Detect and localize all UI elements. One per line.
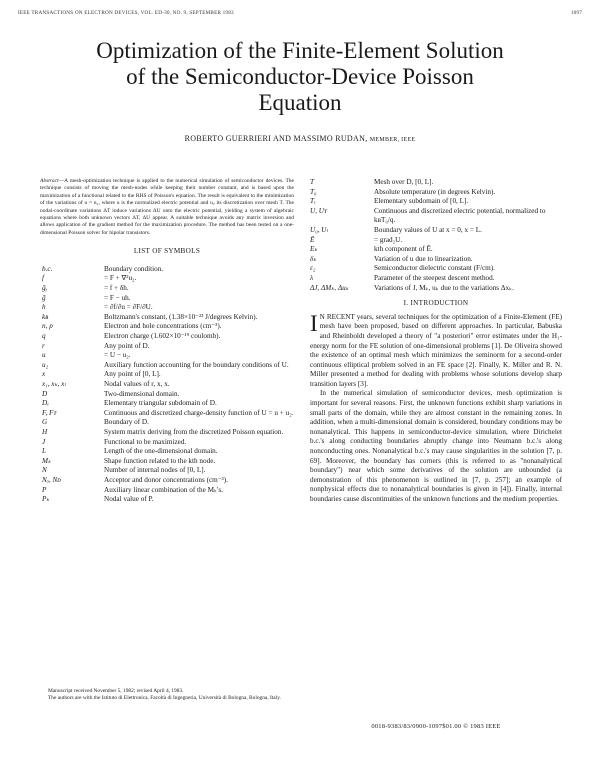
abstract-label: Abstract bbox=[40, 178, 59, 184]
symbol-definition: Electron and hole concentrations (cm⁻³). bbox=[104, 322, 222, 331]
symbol: kʙ bbox=[42, 312, 49, 321]
symbol: Nₐ, Nᴅ bbox=[42, 475, 61, 484]
symbol-definition: Boundary values of U at x = 0, x = L. bbox=[374, 225, 482, 234]
symbol: n, p bbox=[42, 322, 53, 331]
paper-title bbox=[20, 38, 580, 116]
symbol-row bbox=[40, 332, 294, 342]
symbol-list-left bbox=[40, 265, 294, 505]
author-membership: MEMBER, IEEE bbox=[369, 137, 416, 143]
right-column bbox=[310, 178, 562, 505]
symbol-row bbox=[310, 197, 562, 207]
intro-paragraph-1-text: N RECENT years, several techniques for the optimization of a Finite-Element (FE) mesh have been proposed, based on different approaches. In particular, Babuska and Rheinboldt developed a theory of "a posteriori" error estimates under the H₁-energy norm for the FE solution of one-dimensional problems [1]. De Oliveira showed the existence of an optimal mesh which minimizes the seminorm for a second-order continuous elliptical problem solved in an FE space [2]. Finally, K. Miller and R. N. Miller presented a method for dealing with problems whose solutions develop sharp transition layers [3]. bbox=[310, 312, 562, 388]
author-line bbox=[20, 134, 580, 143]
symbol-row bbox=[310, 188, 562, 198]
symbol-row bbox=[310, 178, 562, 188]
symbol-definition: = U − u₂. bbox=[104, 351, 131, 360]
symbol-definition: Elementary subdomain of [0, L]. bbox=[374, 197, 469, 206]
symbol: F, Fᴛ bbox=[42, 408, 57, 417]
symbol-definition: Boundary of D. bbox=[104, 418, 149, 427]
symbol-row bbox=[40, 342, 294, 352]
symbol-row bbox=[40, 265, 294, 275]
footnote-received: Manuscript received November 5, 1982; revised April 4, 1983. bbox=[48, 688, 184, 694]
symbol-definition: = F − uh. bbox=[104, 293, 131, 302]
footnote-affiliation: The authors are with the Istituto di Elettronica, Facoltà di Ingegneria, Università di Bologna, Bologna, Italy. bbox=[48, 695, 281, 701]
symbol-definition: = f + δh. bbox=[104, 284, 129, 293]
symbol: Mₖ bbox=[42, 456, 52, 465]
symbol: T₀ bbox=[310, 187, 317, 196]
symbol-definition: Variations of J, Mₖ, uₖ due to the variations Δxₖ. bbox=[374, 283, 514, 292]
symbol: G bbox=[42, 418, 48, 427]
introduction-body bbox=[310, 310, 562, 505]
symbol-definition: Acceptor and donor concentrations (cm⁻³). bbox=[104, 475, 228, 484]
symbol-row bbox=[40, 399, 294, 409]
symbol-list-right bbox=[310, 178, 562, 293]
symbol: u bbox=[42, 351, 46, 360]
symbol-row bbox=[310, 245, 562, 255]
symbol-row bbox=[310, 284, 562, 294]
symbol-row bbox=[310, 264, 562, 274]
symbol: Eₖ bbox=[310, 245, 318, 254]
symbol: U₀, Uₗ bbox=[310, 225, 328, 234]
symbol-row bbox=[40, 457, 294, 467]
symbol-row bbox=[40, 486, 294, 496]
running-header bbox=[18, 10, 582, 22]
symbol-definition: Auxiliary function accounting for the boundary conditions of U. bbox=[104, 360, 289, 369]
symbol-row bbox=[310, 226, 562, 236]
symbol-row bbox=[310, 207, 562, 226]
symbol-row bbox=[40, 294, 294, 304]
symbols-heading: LIST OF SYMBOLS bbox=[133, 247, 201, 256]
symbol-row bbox=[40, 447, 294, 457]
abstract-text: —A mesh-optimization technique is applied to the numerical simulation of semiconductor devices. The technique consists of moving the mesh-nodes while keeping their number constant, and is based upon the maximization of a functional related to the RHS of Poisson's equation. The result is equivalent to the minimization of the variations of u = n₂, where u is the normalized electric potential and u₂ its discretization over mesh T. The nodal-coordinate variations ΔT induce variations ΔU onto the electric potential, yielding a system of algebraic equations where both unknown vectors ΔT, ΔU appear. A suitable technique avoids any matrix inversion and allows application of the gradient method for the maximization procedure. The method has been tested on a one-dimensional Poisson solver for bipolar transistors. bbox=[40, 178, 294, 236]
symbol-row bbox=[310, 255, 562, 265]
journal-running-head: IEEE TRANSACTIONS ON ELECTRON DEVICES, VOL. ED-30, NO. 9, SEPTEMBER 1983 bbox=[18, 10, 234, 16]
symbol: D bbox=[42, 389, 48, 398]
abstract bbox=[40, 178, 294, 237]
symbol: x₁, xₖ, xₗ bbox=[42, 379, 66, 388]
symbol: ḡ bbox=[42, 293, 46, 302]
symbol-definition: = grad₂U. bbox=[374, 235, 403, 244]
symbol-row bbox=[40, 313, 294, 323]
symbol-definition: Any point of [0, L]. bbox=[104, 370, 161, 379]
dropcap-letter: I bbox=[310, 310, 318, 336]
introduction-heading: I. INTRODUCTION bbox=[403, 299, 469, 308]
title-line-2: of the Semiconductor-Device Poisson bbox=[126, 64, 474, 89]
symbol-row bbox=[40, 390, 294, 400]
symbol: b.c. bbox=[42, 264, 53, 273]
symbol-row bbox=[310, 274, 562, 284]
symbol-definition: Number of internal nodes of [0, L]. bbox=[104, 466, 206, 475]
symbol: r bbox=[42, 341, 45, 350]
symbol-definition: Nodal value of P. bbox=[104, 495, 154, 504]
symbol-definition: Absolute temperature (in degrees Kelvin). bbox=[374, 187, 496, 196]
symbol: δₖ bbox=[310, 254, 317, 263]
title-line-1: Optimization of the Finite-Element Solution bbox=[96, 38, 504, 63]
symbol-definition: Continuous and discretized charge-density function of U = u + u₂. bbox=[104, 408, 294, 417]
symbol-definition: Shape function related to the kth node. bbox=[104, 456, 216, 465]
symbol-row bbox=[40, 428, 294, 438]
symbol-definition: = ∂f/∂u = ∂F/∂U. bbox=[104, 303, 153, 312]
symbol: U, Uᴛ bbox=[310, 206, 327, 215]
symbol-definition: Boltzmann's constant, (1.38×10⁻²³ J/degrees Kelvin). bbox=[104, 312, 258, 321]
symbol-row bbox=[40, 322, 294, 332]
symbol: q bbox=[42, 332, 46, 340]
symbol-definition: Semiconductor dielectric constant (F/cm). bbox=[374, 264, 495, 273]
symbol: T bbox=[310, 178, 314, 186]
symbol-definition: = F + ∇²u₂. bbox=[104, 274, 137, 283]
symbol-row bbox=[40, 380, 294, 390]
symbol-row bbox=[40, 303, 294, 313]
symbol: H bbox=[42, 427, 48, 436]
symbol-row bbox=[40, 495, 294, 505]
title-line-3: Equation bbox=[258, 90, 342, 115]
symbol: ΔJ, ΔMₖ, Δuₖ bbox=[310, 283, 349, 292]
symbol: P bbox=[42, 485, 47, 494]
symbol-definition: Boundary condition. bbox=[104, 264, 164, 273]
intro-paragraph-2: In the numerical simulation of semiconductor devices, mesh optimization is important for several reasons. First, the unknown functions exhibit sharp variations in small parts of the domain, while they are almost constant in the remaining zones. In addition, when a multi-dimensional domain is considered, boundary conditions may be nonanalytical. This happens in semiconductor-device simulation, where Dirichelet b.c.'s along conducting boundaries abruptly change into Neumann b.c.'s along nonconducting ones. Nonanalytical b.c.'s may cause singularities in the solution [7, p. 69]. Moreover, the boundary has corners (this is referred to as "nonanalytical boundary") near which some derivatives of the solution are unbounded (a demonstration of this phenomenon is outlined in [7, p. 257]; an example of nonphysical effects due to nonanalytical boundaries is given in [4]). Finally, internal boundaries cause discontinuities of the unknown functions and the medium properties. bbox=[310, 389, 562, 503]
symbol: Tₑ bbox=[310, 197, 316, 206]
page-number: 1097 bbox=[570, 10, 582, 16]
symbol-row bbox=[40, 274, 294, 284]
symbol-definition: Parameter of the steepest descent method. bbox=[374, 273, 495, 282]
intro-paragraph-1 bbox=[310, 310, 562, 390]
symbol-definition: Variation of u due to linearization. bbox=[374, 254, 473, 263]
symbol-definition: Functional to be maximized. bbox=[104, 437, 187, 446]
symbol-definition: Continuous and discretized electric potential, normalized to kʙT₀/q. bbox=[374, 206, 546, 225]
symbol: f bbox=[42, 274, 44, 283]
symbol-row bbox=[40, 418, 294, 428]
symbol-definition: Mesh over D, [0, L]. bbox=[374, 178, 434, 186]
symbol: Pₖ bbox=[42, 495, 50, 504]
symbol-row bbox=[40, 284, 294, 294]
copyright-line: 0018-9383/83/0900-1097$01.00 © 1983 IEEE bbox=[371, 723, 501, 730]
symbol-row bbox=[40, 476, 294, 486]
symbol-definition: Electron charge (1.602×10⁻¹⁹ coulomb). bbox=[104, 332, 221, 340]
symbol-definition: Auxiliary linear combination of the Mₖ's. bbox=[104, 485, 223, 494]
symbol-row bbox=[310, 236, 562, 246]
symbol-row bbox=[40, 370, 294, 380]
symbol: x bbox=[42, 370, 46, 379]
symbol: λ bbox=[310, 273, 314, 282]
footnote bbox=[40, 688, 296, 702]
symbol-row bbox=[40, 351, 294, 361]
symbol-definition: System matrix deriving from the discretized Poisson equation. bbox=[104, 427, 284, 436]
symbol-definition: Length of the one-dimensional domain. bbox=[104, 447, 218, 456]
symbol-definition: Elementary triangular subdomain of D. bbox=[104, 399, 217, 408]
author-names: ROBERTO GUERRIERI AND MASSIMO RUDAN, bbox=[184, 134, 368, 143]
symbol: L bbox=[42, 447, 46, 456]
symbol: Ē bbox=[310, 235, 315, 244]
symbol-definition: Nodal values of r, x, x. bbox=[104, 379, 170, 388]
symbol-row bbox=[40, 466, 294, 476]
symbol: u₂ bbox=[42, 360, 49, 369]
symbol: N bbox=[42, 466, 47, 475]
symbol-row bbox=[40, 438, 294, 448]
symbol-definition: Any point of D. bbox=[104, 341, 150, 350]
symbol: Dₑ bbox=[42, 399, 50, 408]
symbol-row bbox=[40, 409, 294, 419]
symbol: ε₂ bbox=[310, 264, 316, 273]
symbol: J bbox=[42, 437, 46, 446]
symbol-definition: kth component of Ē. bbox=[374, 245, 433, 254]
symbol: h bbox=[42, 303, 46, 312]
symbol-definition: Two-dimensional domain. bbox=[104, 389, 180, 398]
symbol: ḡᵧ bbox=[42, 284, 48, 293]
left-column bbox=[40, 178, 294, 505]
symbol-row bbox=[40, 361, 294, 371]
